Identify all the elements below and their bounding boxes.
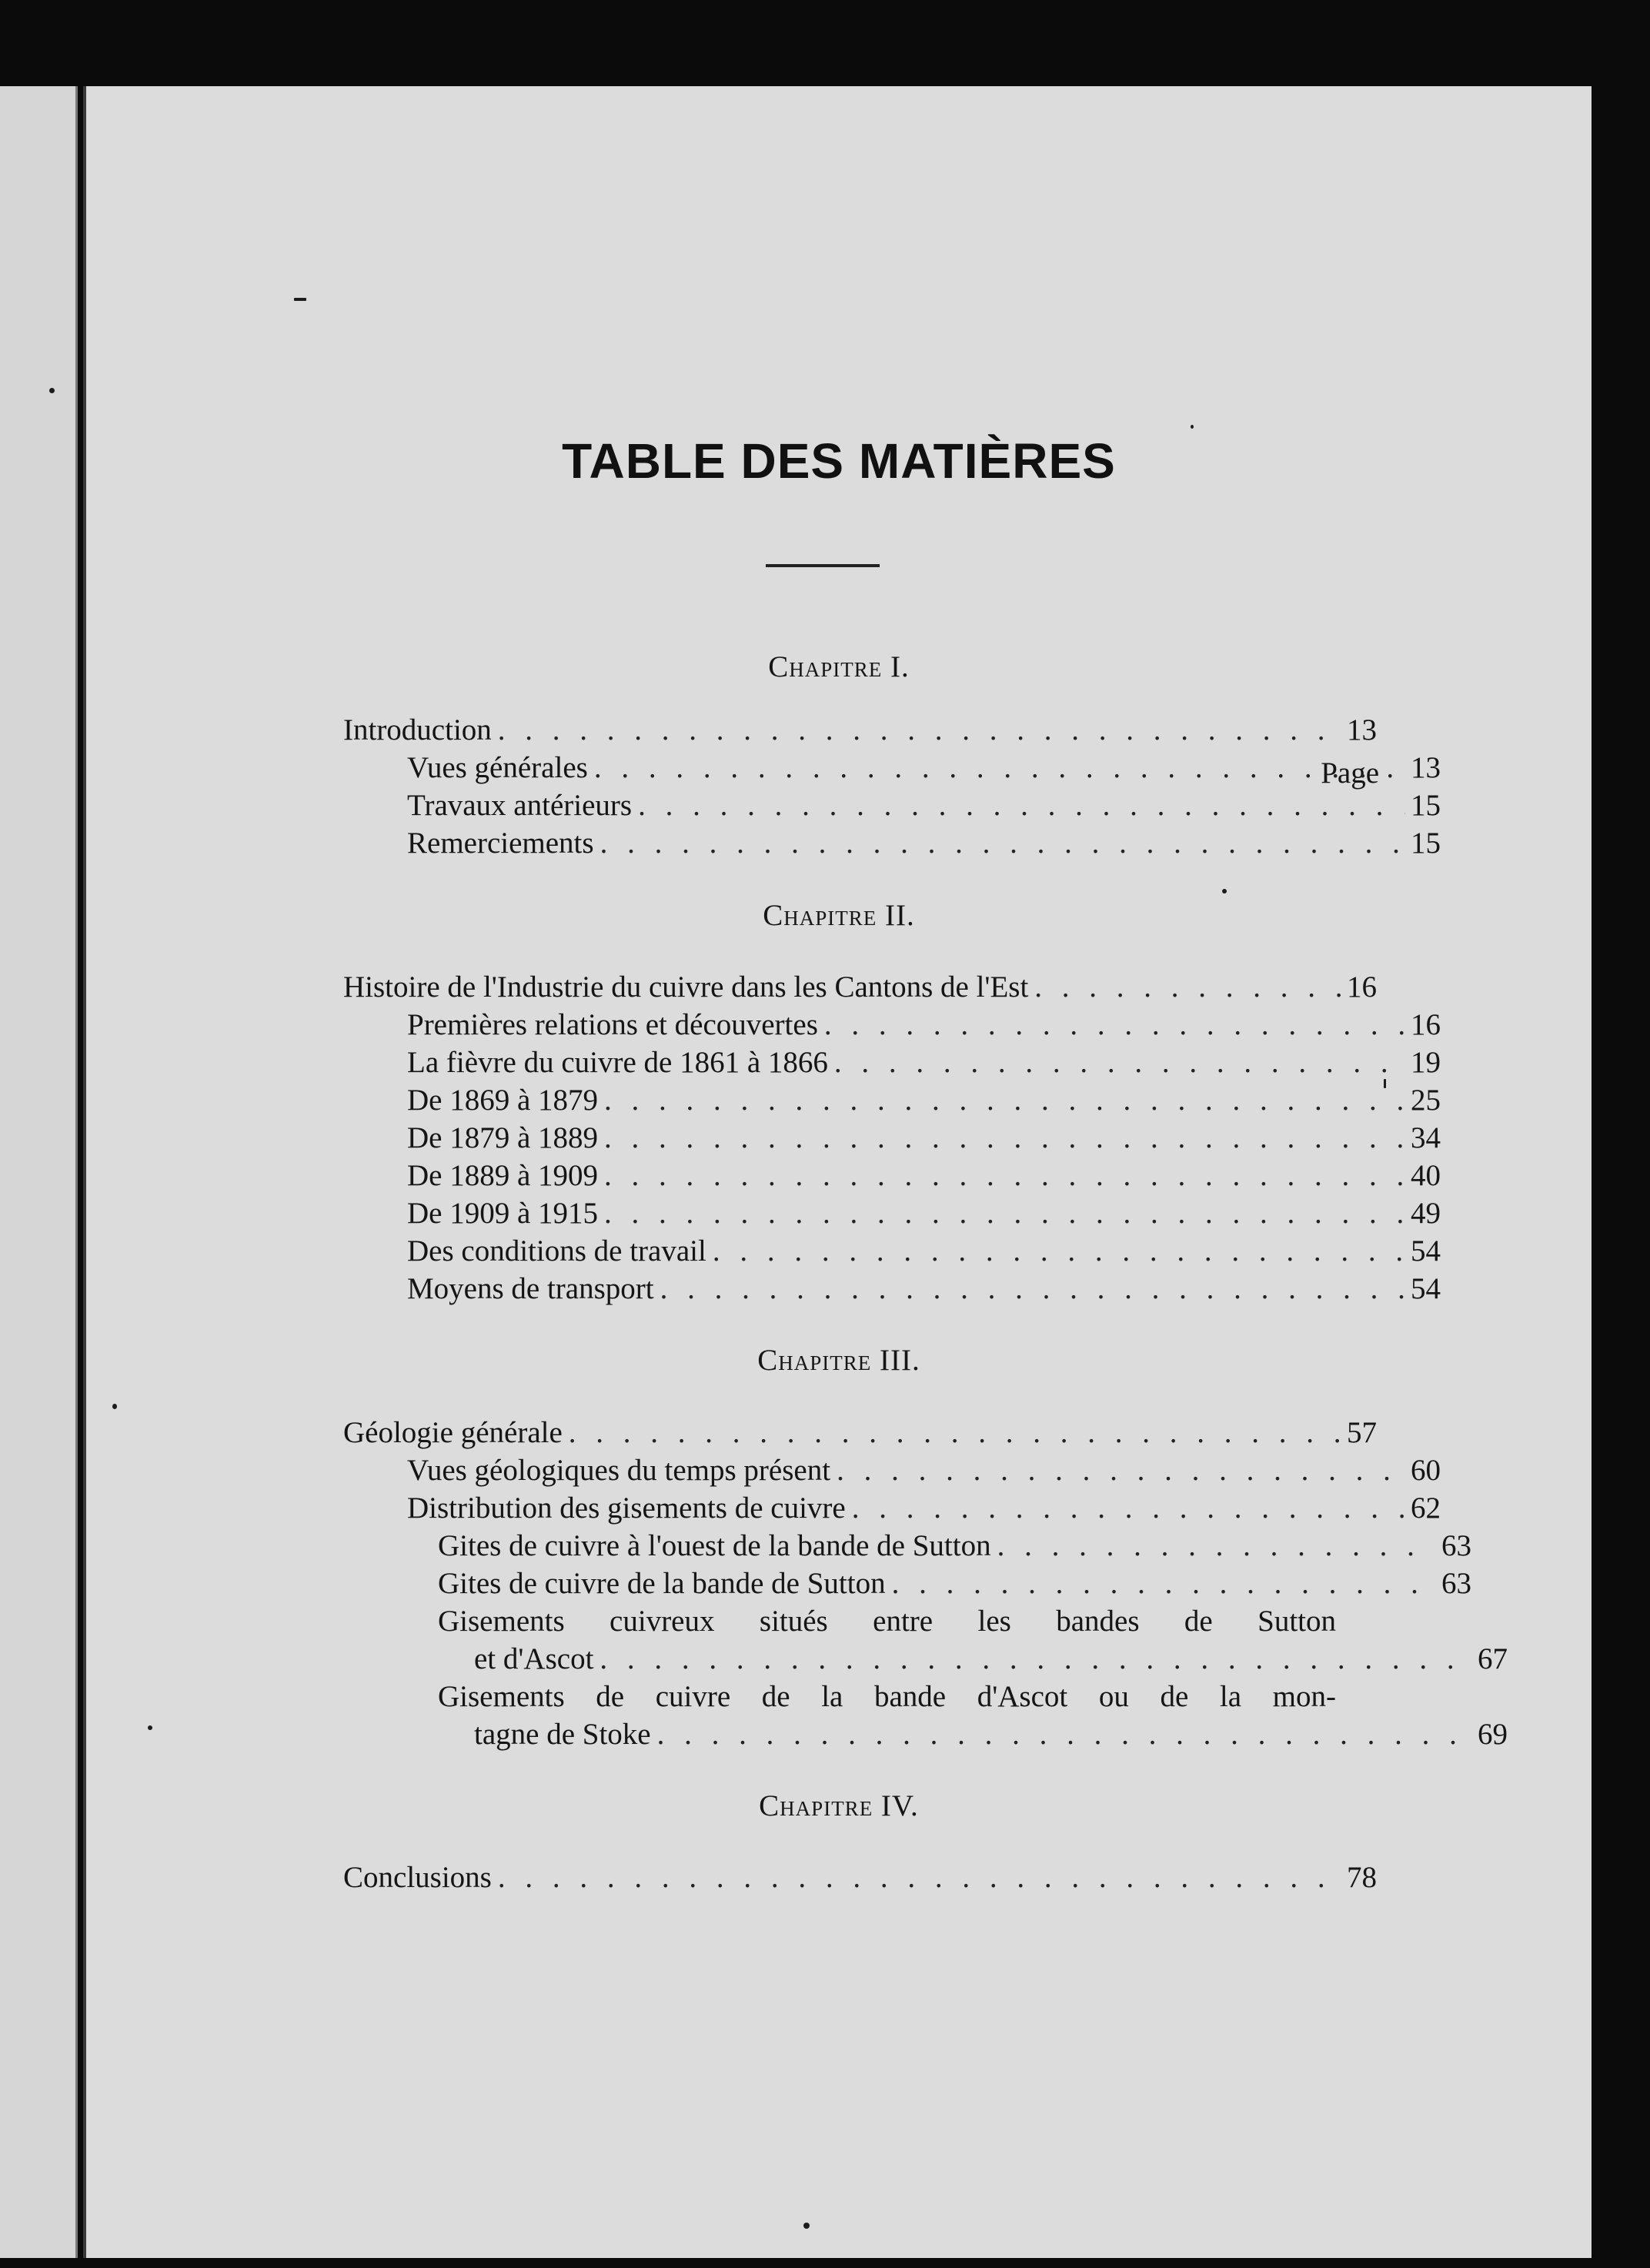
scan-speck (112, 1404, 117, 1409)
toc-entry: Conclusions . . . 78 (343, 1860, 1377, 1895)
toc-entry-line: Gisements de cuivre de la bande d'Ascot ou de la mon- (438, 1680, 1336, 1713)
page-title: TABLE DES MATIÈRES (562, 433, 1116, 489)
toc-entry: Introduction . . . 13 (343, 713, 1377, 747)
chapter-heading: Chapitre II. (763, 899, 915, 932)
title-rule (766, 564, 880, 567)
toc-entry: De 1889 à 1909 . . . 40 (343, 1158, 1441, 1193)
toc-entry: Histoire de l'Industrie du cuivre dans les Cantons de l'Est . . . 16 (343, 970, 1377, 1004)
page-column-header: Page (1321, 757, 1379, 790)
toc-entry: Des conditions de travail . . . 54 (343, 1234, 1441, 1268)
document-page (83, 86, 1592, 2258)
scan-speck (49, 388, 55, 393)
chapter-heading: Chapitre IV. (759, 1789, 919, 1822)
toc-entry: De 1869 à 1879 . . . 25 (343, 1083, 1441, 1117)
toc-entry: La fièvre du cuivre de 1861 à 1866 . . . 19 (343, 1045, 1441, 1080)
scan-speck (803, 2223, 810, 2229)
toc-entry: Vues géologiques du temps présent . . . 60 (343, 1453, 1441, 1488)
scan-speck (148, 1725, 152, 1730)
toc-entry: De 1909 à 1915 . . . 49 (343, 1196, 1441, 1231)
toc-entry: Gites de cuivre de la bande de Sutton . . . 63 (343, 1566, 1471, 1601)
toc-entry: Géologie générale . . . 57 (343, 1415, 1377, 1450)
toc-entry: Moyens de transport . . . 54 (343, 1271, 1441, 1306)
toc-entry: Travaux antérieurs . . . 15 (343, 788, 1441, 823)
toc-entry-line: Gisements cuivreux situés entre les bandes de Sutton (438, 1605, 1336, 1638)
toc-entry: De 1879 à 1889 . . . 34 (343, 1121, 1441, 1155)
toc-entry: Vues générales . . . 13 (343, 750, 1441, 785)
scan-speck (1191, 425, 1194, 429)
scan-speck (294, 298, 306, 301)
toc-entry: Premières relations et découvertes . . . 16 (343, 1007, 1441, 1042)
chapter-heading: Chapitre III. (757, 1344, 920, 1377)
toc-entry: tagne de Stoke . . . 69 (343, 1717, 1508, 1752)
toc-entry: Remerciements . . . 15 (343, 826, 1441, 860)
scan-speck (1222, 889, 1227, 894)
toc-entry: et d'Ascot . . . 67 (343, 1642, 1508, 1676)
toc-entry: Distribution des gisements de cuivre . . . 62 (343, 1491, 1441, 1525)
facing-page-edge (0, 86, 78, 2258)
toc-entry: Gites de cuivre à l'ouest de la bande de Sutton . . . 63 (343, 1528, 1471, 1563)
chapter-heading: Chapitre I. (768, 650, 910, 683)
